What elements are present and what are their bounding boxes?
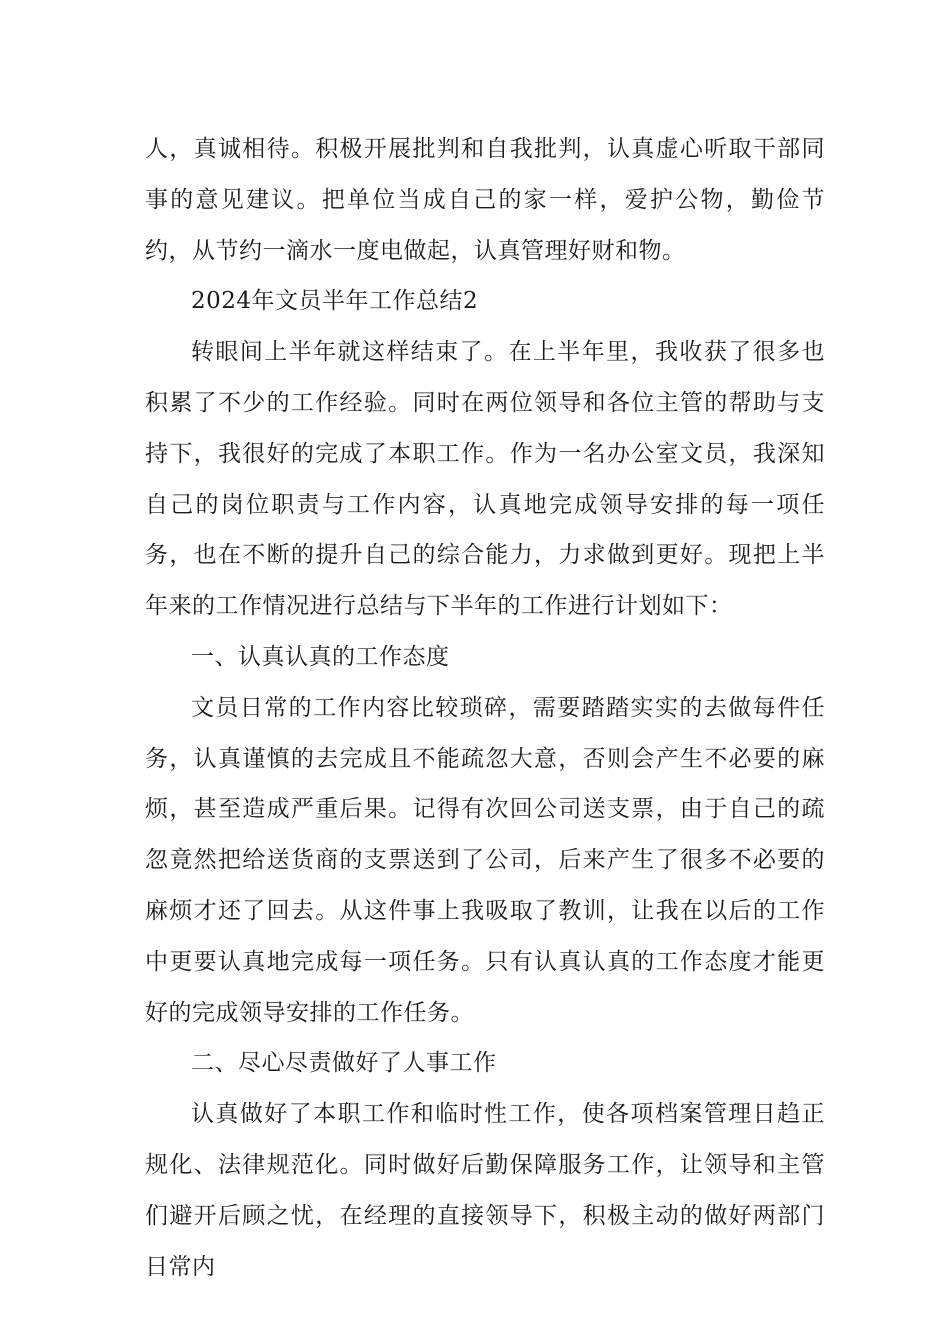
paragraph-continuation: 人，真诚相待。积极开展批判和自我批判，认真虚心听取干部同事的意见建议。把单位当成自己的家一样，爱护公物，勤俭节约，从节约一滴水一度电做起，认真管理好财和物。: [145, 136, 825, 264]
paragraph-section-1: 文员日常的工作内容比较琐碎，需要踏踏实实的去做每件任务，认真谨慎的去完成且不能疏忽大意，否则会产生不必要的麻烦，甚至造成严重后果。记得有次回公司送支票，由于自己的疏忽竟然把给送货商的支票送到了公司，后来产生了很多不必要的麻烦才还了回去。从这件事上我吸取了教训，让我在以后的工作中更要认真地完成每一项任务。只有认真认真的工作态度才能更好的完成领导安排的工作任务。: [145, 694, 825, 1026]
paragraph-section-2: 认真做好了本职工作和临时性工作，使各项档案管理日趋正规化、法律规范化。同时做好后勤保障服务工作，让领导和主管们避开后顾之忧，在经理的直接领导下，积极主动的做好两部门日常内: [145, 1101, 825, 1280]
paragraph-intro: 转眼间上半年就这样结束了。在上半年里，我收获了很多也积累了不少的工作经验。同时在两位领导和各位主管的帮助与支持下，我很好的完成了本职工作。作为一名办公室文员，我深知自己的岗位职责与工作内容，认真地完成领导安排的每一项任务，也在不断的提升自己的综合能力，力求做到更好。现把上半年来的工作情况进行总结与下半年的工作进行计划如下：: [145, 339, 825, 620]
document-body: [145, 124, 825, 1292]
section-heading-1: 一、认真认真的工作态度: [191, 643, 450, 670]
section-title: 2024年文员半年工作总结2: [191, 288, 479, 315]
section-heading-2: 二、尽心尽责做好了人事工作: [191, 1050, 497, 1077]
